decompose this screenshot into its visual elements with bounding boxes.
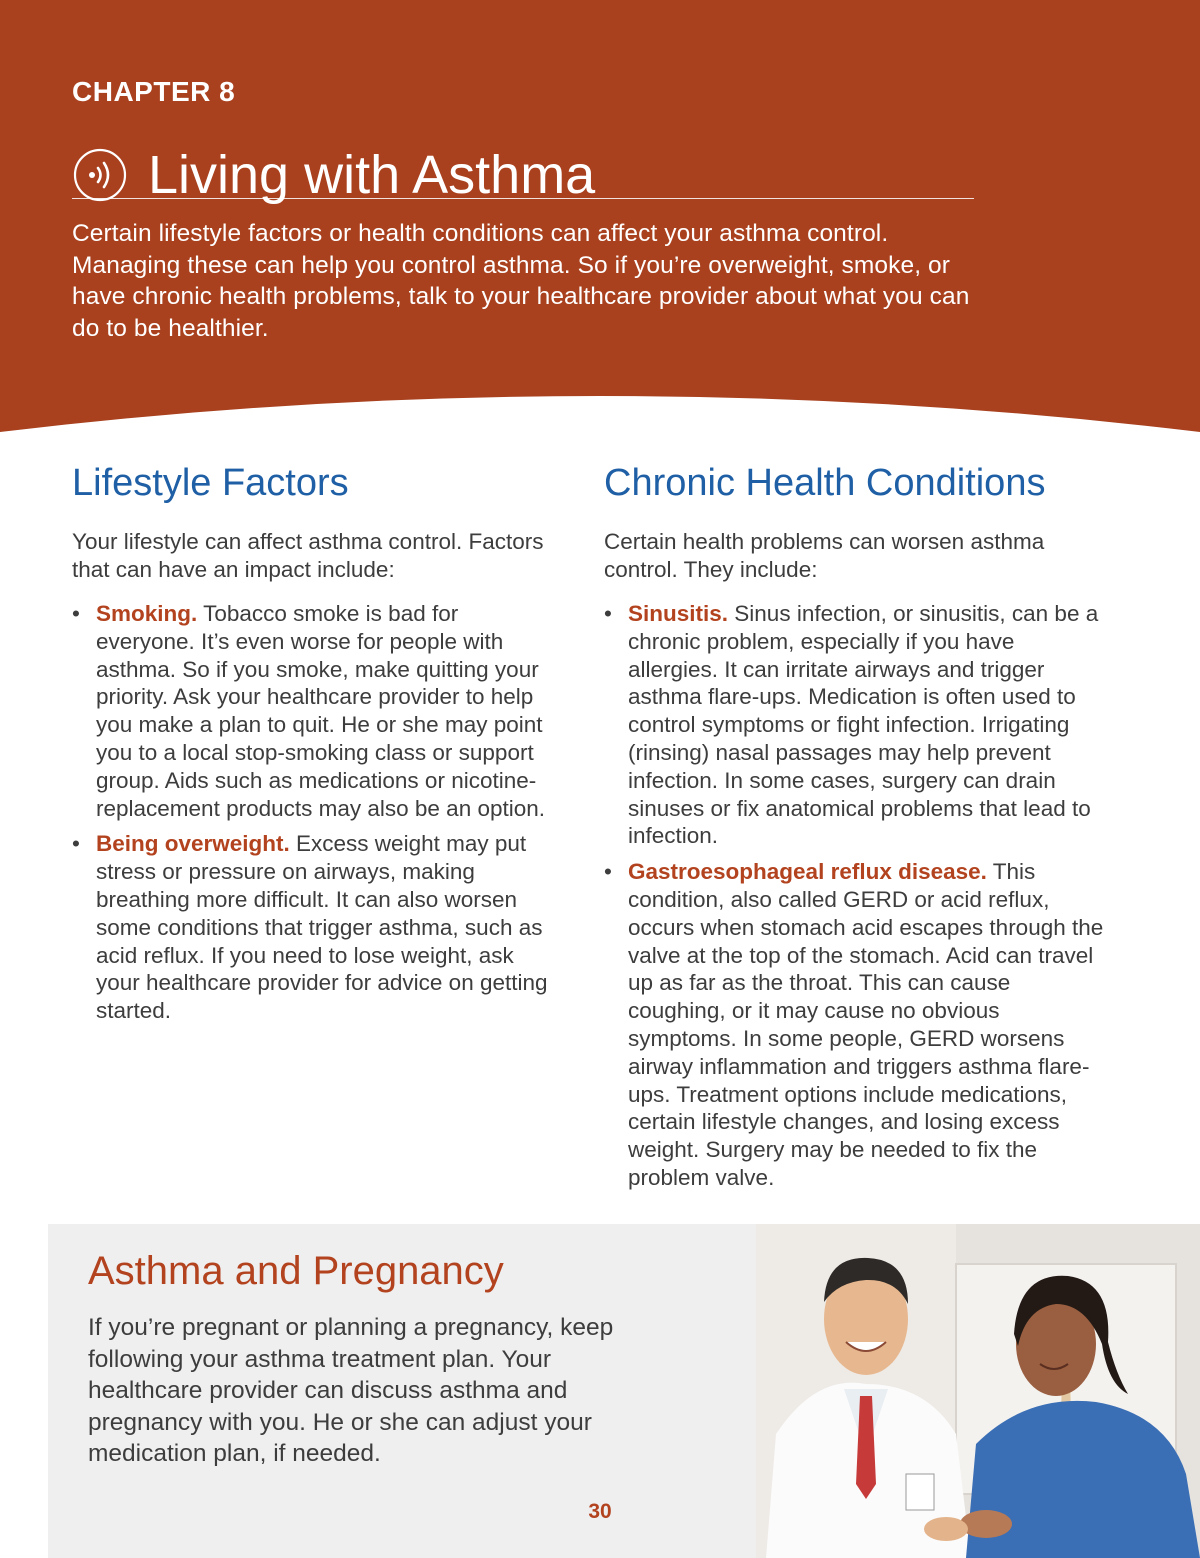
lifestyle-factors-intro: Your lifestyle can affect asthma control. Factors that can have an impact include:	[72, 529, 544, 582]
list-item	[604, 858, 1109, 1192]
list-item-term: Being overweight.	[96, 831, 290, 857]
doctor-patient-photo	[756, 1224, 1200, 1558]
pregnancy-text: If you’re pregnant or planning a pregnancy, keep following your asthma treatment plan. Your healthcare provider can discuss asthma and pregnancy with you. He or she can adjust your medication plan, if needed.	[88, 1314, 614, 1467]
list-item	[72, 600, 562, 822]
bullet-icon: •	[72, 601, 80, 626]
list-item-term: Sinusitis.	[628, 601, 729, 626]
chronic-conditions-list	[604, 600, 1109, 1192]
list-item-term: Gastroesophageal reflux disease.	[628, 859, 987, 885]
list-item-term: Smoking.	[96, 601, 198, 626]
bullet-icon: •	[72, 831, 80, 857]
audio-waves-icon[interactable]	[72, 147, 128, 203]
list-item-text: Tobacco smoke is bad for everyone. It’s even worse for people with asthma. So if you smoke, make quitting your priority. Ask your healthcare provider to help you make a plan to quit. He or she may point you to a local stop-smoking class or support group. Aids such as medications or nicotine-replacement products may also be an option.	[96, 601, 546, 821]
list-item-text: This condition, also called GERD or acid reflux, occurs when stomach acid escapes through the valve at the top of the stomach. Acid can travel up as far as the throat. This can cause coughing, or it may cause no obvious symptoms. In some people, GERD worsens airway inflammation and triggers asthma flare-ups. Treatment options include medications, certain lifestyle changes, and losing excess weight. Surgery may be needed to fix the problem valve.	[628, 859, 1104, 1190]
list-item-text: Sinus infection, or sinusitis, can be a chronic problem, especially if you have allergies. It can irritate airways and trigger asthma flare-ups. Medication is often used to control symptoms or fight infection. Irrigating (rinsing) nasal passages may help prevent infection. In some cases, surgery can drain sinuses or fix anatomical problems that lead to infection.	[628, 601, 1099, 849]
bullet-icon: •	[604, 859, 612, 885]
page-number: 30	[588, 1500, 612, 1523]
chapter-title: Living with Asthma	[148, 145, 596, 206]
chronic-conditions-intro: Certain health problems can worsen asthma control. They include:	[604, 529, 1045, 582]
lifestyle-factors-heading: Lifestyle Factors	[72, 462, 349, 504]
list-item	[604, 600, 1109, 850]
lifestyle-factors-list	[72, 600, 562, 1025]
title-divider	[72, 198, 974, 199]
lifestyle-factors-section	[72, 458, 562, 1033]
bullet-icon: •	[604, 601, 612, 626]
list-item	[72, 830, 562, 1025]
pregnancy-heading: Asthma and Pregnancy	[88, 1249, 504, 1293]
chronic-conditions-heading: Chronic Health Conditions	[604, 462, 1046, 504]
chronic-conditions-section	[604, 458, 1109, 1200]
chapter-label: CHAPTER 8	[72, 76, 236, 107]
list-item-text: Excess weight may put stress or pressure on airways, making breathing more difficult. It can also worsen some conditions that trigger asthma, such as acid reflux. If you need to lose weight, ask your healthcare provider for advice on getting started.	[96, 831, 548, 1024]
chapter-intro: Certain lifestyle factors or health conditions can affect your asthma control. Managing these can help you control asthma. So if you’re overweight, smoke, or have chronic health problems, talk to your healthcare provider about what you can do to be healthier.	[72, 220, 970, 342]
